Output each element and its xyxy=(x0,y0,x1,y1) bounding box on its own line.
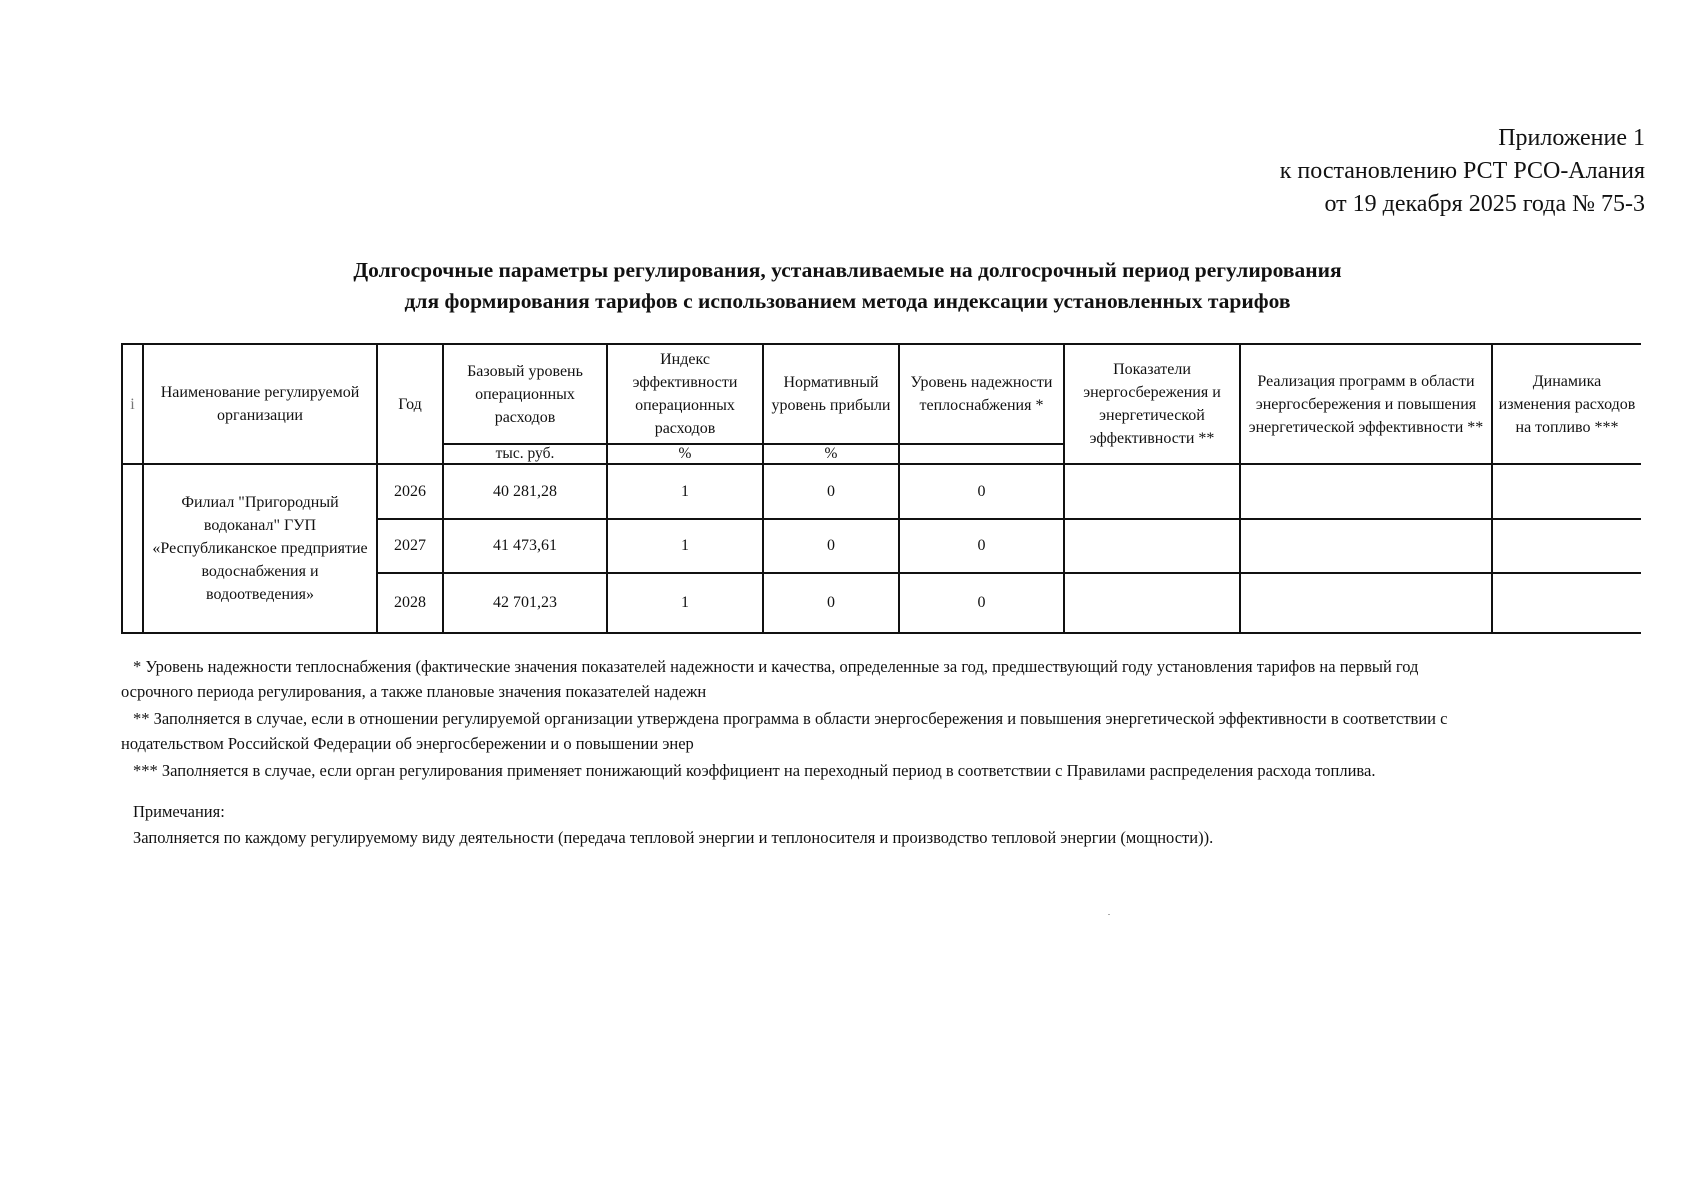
unit-efficiency-index: % xyxy=(607,444,763,464)
cell-efficiency-index: 1 xyxy=(607,519,763,573)
cell-fuel-dynamics xyxy=(1492,573,1641,633)
cell-programs xyxy=(1240,519,1492,573)
header-efficiency-index: Индекс эффективности операционных расходов xyxy=(607,344,763,444)
header-reliability: Уровень надежности теплоснабжения * xyxy=(899,344,1064,444)
header-programs: Реализация программ в области энергосбережения и повышения энергетической эффективности ** xyxy=(1240,344,1492,464)
cell-energy-indicators xyxy=(1064,573,1240,633)
cell-fuel-dynamics xyxy=(1492,464,1641,518)
cell-fuel-dynamics xyxy=(1492,519,1641,573)
cell-year: 2027 xyxy=(377,519,443,573)
cell-base-level: 41 473,61 xyxy=(443,519,607,573)
footnotes xyxy=(0,654,1642,783)
cell-reliability: 0 xyxy=(899,519,1064,573)
cell-efficiency-index: 1 xyxy=(607,464,763,518)
header-year: Год xyxy=(377,344,443,464)
table-header-row xyxy=(122,344,1641,444)
cell-profit-level: 0 xyxy=(763,573,899,633)
cell-programs xyxy=(1240,464,1492,518)
cell-base-level: 40 281,28 xyxy=(443,464,607,518)
footnote-2-line-1: ** Заполняется в случае, если в отношении регулируемой организации утверждена программа в области энергосбережения и повышения энергетической эффективности в соответствии с xyxy=(133,709,1448,728)
footnote-3: *** Заполняется в случае, если орган регулирования применяет понижающий коэффициент на переходный период в соответствии с Правилами распределения расхода топлива. xyxy=(133,761,1376,780)
header-profit-level: Нормативный уровень прибыли xyxy=(763,344,899,444)
footnote-2-line-2: нодательством Российской Федерации об энергосбережении и о повышении энер xyxy=(121,734,694,753)
scan-speck xyxy=(1108,914,1110,915)
appendix-date: от 19 декабря 2025 года № 75-3 xyxy=(1324,191,1645,217)
table-row xyxy=(122,464,1641,518)
cell-profit-level: 0 xyxy=(763,519,899,573)
cell-energy-indicators xyxy=(1064,519,1240,573)
header-energy-indicators: Показатели энергосбережения и энергетической эффективности ** xyxy=(1064,344,1240,464)
footnote-1-line-1: * Уровень надежности теплоснабжения (фактические значения показателей надежности и качества, определенные за год, предшествующий году установления тарифов на первый год xyxy=(133,657,1419,676)
cell-energy-indicators xyxy=(1064,464,1240,518)
remarks-heading: Примечания: xyxy=(133,802,225,821)
appendix-reference: к постановлению РСТ РСО-Алания xyxy=(1279,158,1645,184)
index-column-header: і xyxy=(122,344,143,464)
unit-reliability xyxy=(899,444,1064,464)
remarks xyxy=(133,799,1213,851)
cell-reliability: 0 xyxy=(899,464,1064,518)
cell-year: 2026 xyxy=(377,464,443,518)
cell-profit-level: 0 xyxy=(763,464,899,518)
cell-base-level: 42 701,23 xyxy=(443,573,607,633)
parameters-table xyxy=(121,343,1641,634)
unit-base-level: тыс. руб. xyxy=(443,444,607,464)
header-fuel-dynamics: Динамика изменения расходов на топливо *** xyxy=(1492,344,1641,464)
organization-name: Филиал "Пригородный водоканал" ГУП «Республиканское предприятие водоснабжения и водоотведения» xyxy=(143,464,377,633)
remarks-text: Заполняется по каждому регулируемому виду деятельности (передача тепловой энергии и теплоносителя и производство тепловой энергии (мощности)). xyxy=(133,828,1214,847)
appendix-header xyxy=(1280,122,1645,221)
header-organization: Наименование регулируемой организации xyxy=(143,344,377,464)
title-line-2: для формирования тарифов с использованием метода индексации установленных тарифов xyxy=(404,289,1291,313)
row-index-cell xyxy=(122,464,143,633)
title-line-1: Долгосрочные параметры регулирования, устанавливаемые на долгосрочный период регулирования xyxy=(353,258,1342,282)
cell-reliability: 0 xyxy=(899,573,1064,633)
unit-profit-level: % xyxy=(763,444,899,464)
cell-efficiency-index: 1 xyxy=(607,573,763,633)
table-frame xyxy=(121,343,1641,634)
cell-year: 2028 xyxy=(377,573,443,633)
appendix-number: Приложение 1 xyxy=(1498,125,1645,151)
document-title xyxy=(0,255,1695,317)
footnote-1-line-2: осрочного периода регулирования, а также плановые значения показателей надежн xyxy=(121,682,707,701)
cell-programs xyxy=(1240,573,1492,633)
header-base-level: Базовый уровень операционных расходов xyxy=(443,344,607,444)
